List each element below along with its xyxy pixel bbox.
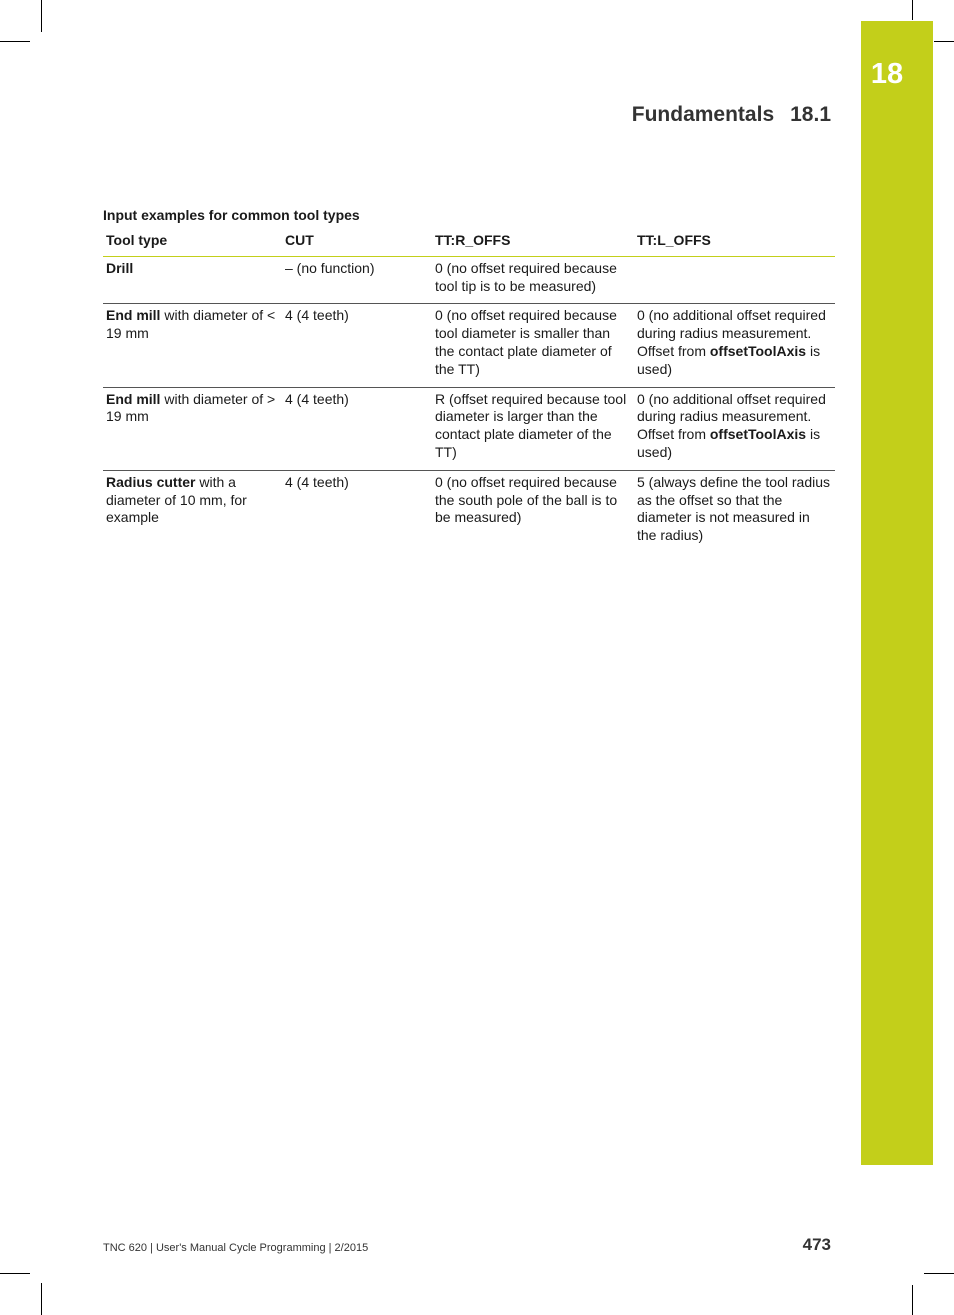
l-offs-text-end: is used) (637, 426, 821, 460)
running-head-title: Fundamentals (631, 103, 775, 126)
cell-r-offs: 0 (no offset required because tool tip is to be measured) (432, 256, 634, 304)
running-head (632, 103, 831, 127)
cell-r-offs: R (offset required because tool diameter is larger than the contact plate diameter of the TT) (432, 387, 634, 470)
tool-name: End mill (106, 307, 161, 324)
cell-r-offs: 0 (no offset required because tool diameter is smaller than the contact plate diameter of the TT) (432, 304, 634, 387)
table-row (103, 256, 835, 304)
tool-detail: with diameter of > 19 mm (106, 390, 276, 425)
page-number: 473 (802, 1235, 831, 1254)
crop-mark (924, 1273, 954, 1274)
cell-tool-type (103, 470, 282, 553)
crop-mark (41, 1283, 42, 1315)
cell-l-offs (634, 470, 835, 553)
crop-mark (912, 0, 913, 20)
running-head-section: 18.1 (790, 103, 831, 126)
table-row (103, 387, 835, 470)
cell-cut: 4 (4 teeth) (282, 387, 432, 470)
cell-l-offs (634, 304, 835, 387)
tool-detail: with diameter of < 19 mm (106, 307, 276, 342)
cell-cut: 4 (4 teeth) (282, 304, 432, 387)
l-offs-text: 5 (always define the tool radius as the offset so that the diameter is not measured in the radius) (637, 473, 830, 544)
cell-cut: – (no function) (282, 256, 432, 304)
chapter-side-tab (861, 21, 933, 1165)
l-offs-text: 0 (no additional offset required during radius measurement. Offset from (637, 390, 826, 443)
crop-mark (0, 41, 30, 42)
cell-l-offs (634, 256, 835, 304)
footer-text: TNC 620 | User's Manual Cycle Programming | 2/2015 (103, 1242, 369, 1254)
table-row (103, 470, 835, 553)
header-cut: CUT (282, 226, 432, 256)
header-l-offs: TT:L_OFFS (634, 226, 835, 256)
tool-name: Radius cutter (106, 473, 196, 490)
table-header-row (103, 226, 835, 256)
cell-tool-type (103, 387, 282, 470)
tool-name: Drill (106, 259, 134, 276)
l-offs-text-end: is used) (637, 342, 821, 377)
table-row (103, 304, 835, 387)
tool-name: End mill (106, 390, 161, 407)
cell-r-offs: 0 (no offset required because the south pole of the ball is to be measured) (435, 473, 618, 526)
chapter-number: 18 (870, 58, 904, 90)
crop-mark (912, 1285, 913, 1315)
cell-tool-type (103, 256, 282, 304)
header-r-offs: TT:R_OFFS (432, 226, 634, 256)
cell-cut: 4 (4 teeth) (285, 473, 349, 490)
crop-mark (0, 1273, 30, 1274)
l-offs-text: 0 (no additional offset required during radius measurement. Offset from (637, 307, 826, 359)
cell-l-offs (634, 387, 835, 470)
table-caption: Input examples for common tool types (103, 207, 360, 223)
cell-tool-type (103, 304, 282, 387)
tool-types-table (103, 226, 835, 553)
header-tool-type: Tool type (103, 226, 282, 256)
tool-detail: with a diameter of 10 mm, for example (106, 473, 247, 526)
l-offs-param: offsetToolAxis (709, 342, 807, 359)
l-offs-param: offsetToolAxis (709, 426, 807, 443)
crop-mark (934, 41, 954, 42)
crop-mark (41, 0, 42, 32)
